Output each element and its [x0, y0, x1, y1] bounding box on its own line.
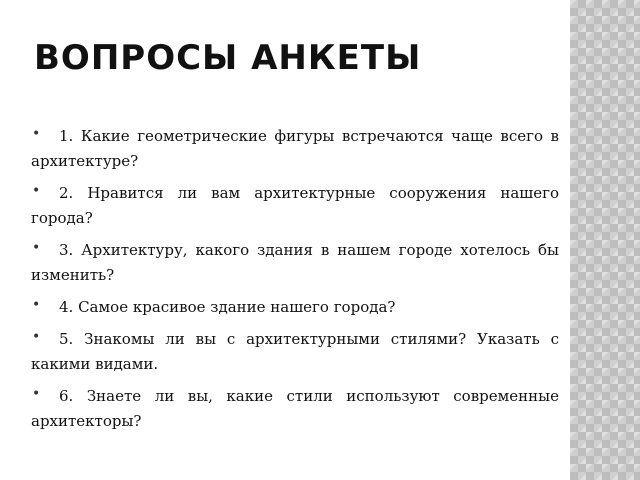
bullet-icon: • — [32, 297, 41, 313]
question-text: 2. Нравится ли вам архитектурные сооружения нашего города? — [31, 184, 559, 227]
question-item-6 — [31, 384, 559, 434]
question-text: 5. Знакомы ли вы с архитектурными стилями? Указать с какими видами. — [31, 330, 559, 373]
question-item-4 — [31, 295, 559, 320]
decorative-side-pattern — [570, 0, 640, 480]
bullet-icon: • — [32, 240, 41, 256]
bullet-icon: • — [32, 126, 41, 142]
question-item-2 — [31, 181, 559, 231]
question-text: 3. Архитектуру, какого здания в нашем городе хотелось бы изменить? — [31, 241, 559, 284]
question-item-5 — [31, 327, 559, 377]
question-item-3 — [31, 238, 559, 288]
bullet-icon: • — [32, 386, 41, 402]
question-text: 6. Знаете ли вы, какие стили используют современные архитекторы? — [31, 387, 559, 430]
questions-list — [31, 124, 559, 441]
bullet-icon: • — [32, 183, 41, 199]
slide-title: ВОПРОСЫ АНКЕТЫ — [34, 38, 422, 78]
question-text: 4. Самое красивое здание нашего города? — [59, 298, 396, 316]
question-item-1 — [31, 124, 559, 174]
question-text: 1. Какие геометрические фигуры встречаются чаще всего в архитектуре? — [31, 127, 559, 170]
bullet-icon: • — [32, 329, 41, 345]
